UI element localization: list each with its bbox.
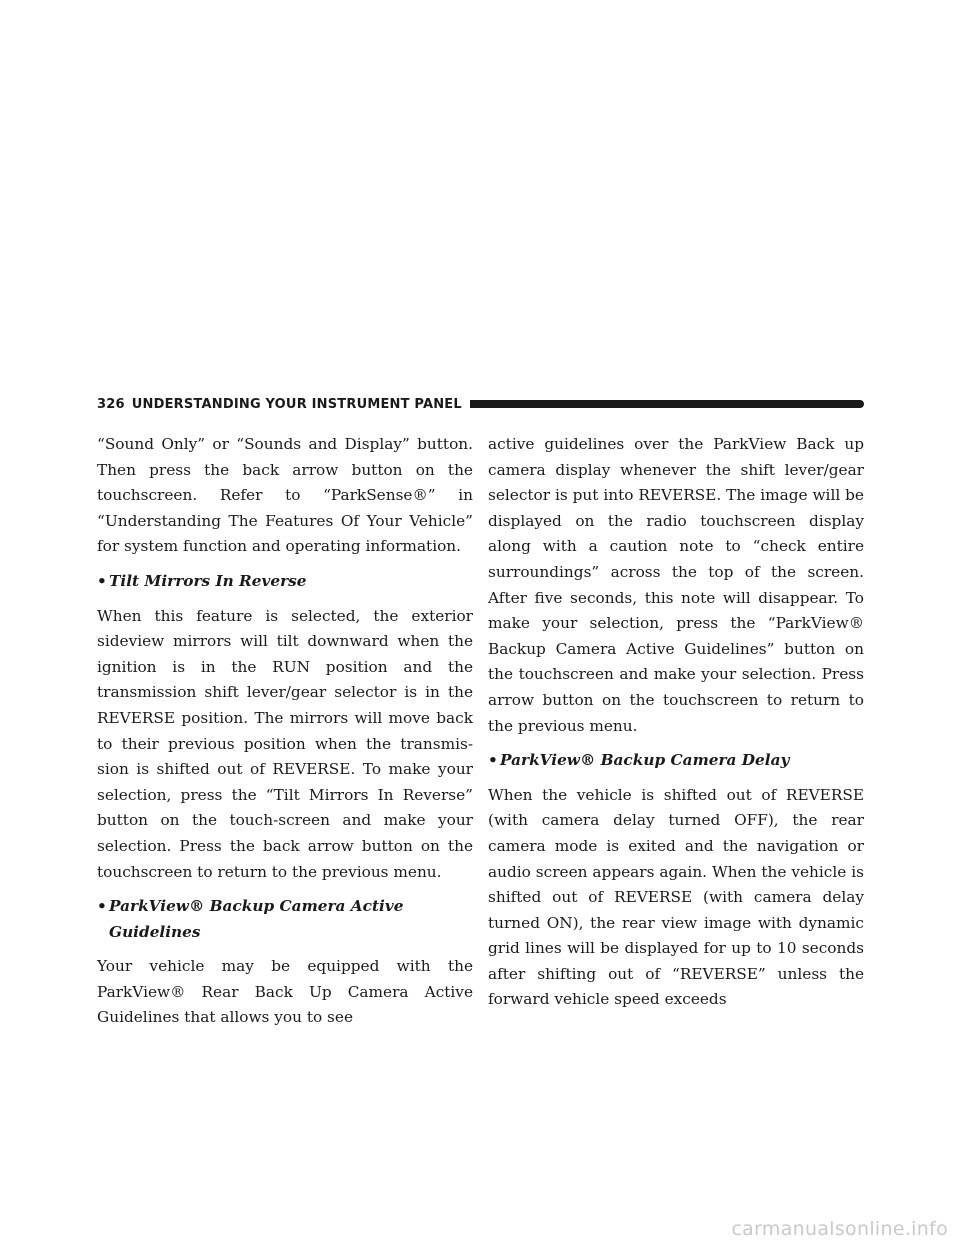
bullet-heading: ParkView® Backup Camera Active Guidelines (109, 897, 404, 941)
paragraph: When the vehicle is shifted out of REVERSE (with camera delay turned OFF), the rear camera mode is exited and the navigation or audio screen appears again. When the vehicle is shifted out of REVERSE (with camera delay turned ON), the rear view image with dynamic grid lines will be displayed for up to 10 seconds after shifting out of “REVERSE” unless the forward vehicle speed exceeds (488, 785, 864, 1009)
header-rule (470, 400, 864, 408)
bullet-item (488, 748, 864, 774)
right-column (488, 432, 864, 1022)
bullet-icon: • (97, 571, 107, 590)
paragraph: When this feature is selected, the exterior sideview mirrors will tilt downward when the ignition is in the RUN position and the transmission shift lever/gear selector is in the REVERSE position. The mirrors will move back to their previous position when the transmis-sion is shifted out of REVERSE. To make your selection, press the “Tilt Mirrors In Reverse” button on the touch-screen and make your selection. Press the back arrow button on the touchscreen to return to the previous menu. (97, 606, 473, 881)
bullet-heading: ParkView® Backup Camera Delay (500, 751, 790, 770)
bullet-icon: • (97, 897, 107, 916)
bullet-item (97, 569, 473, 595)
bullet-heading: Tilt Mirrors In Reverse (109, 571, 307, 590)
bullet-icon: • (488, 751, 498, 770)
paragraph: “Sound Only” or “Sounds and Display” button. Then press the back arrow button on the touchscreen. Refer to “ParkSense®” in “Understanding The Features Of Your Vehicle” for system function and operating information. (97, 435, 473, 556)
paragraph: active guidelines over the ParkView Back up camera display whenever the shift lever/gear selector is put into REVERSE. The image will be displayed on the radio touchscreen display along with a caution note to “check entire surroundings” across the top of the screen. After five seconds, this note will disappear. To make your selection, press the “ParkView® Backup Camera Active Guidelines” button on the touchscreen and make your selection. Press arrow button on the touchscreen to return to the previous menu. (488, 435, 864, 735)
paragraph: Your vehicle may be equipped with the ParkView® Rear Back Up Camera Active Guidelines that allows you to see (97, 957, 473, 1027)
page-header (97, 394, 864, 414)
section-title: UNDERSTANDING YOUR INSTRUMENT PANEL (131, 396, 462, 412)
bullet-item (97, 894, 473, 945)
left-column (97, 432, 473, 1040)
watermark: carmanualsonline.info (731, 1218, 948, 1240)
page-number: 326 (97, 396, 125, 412)
